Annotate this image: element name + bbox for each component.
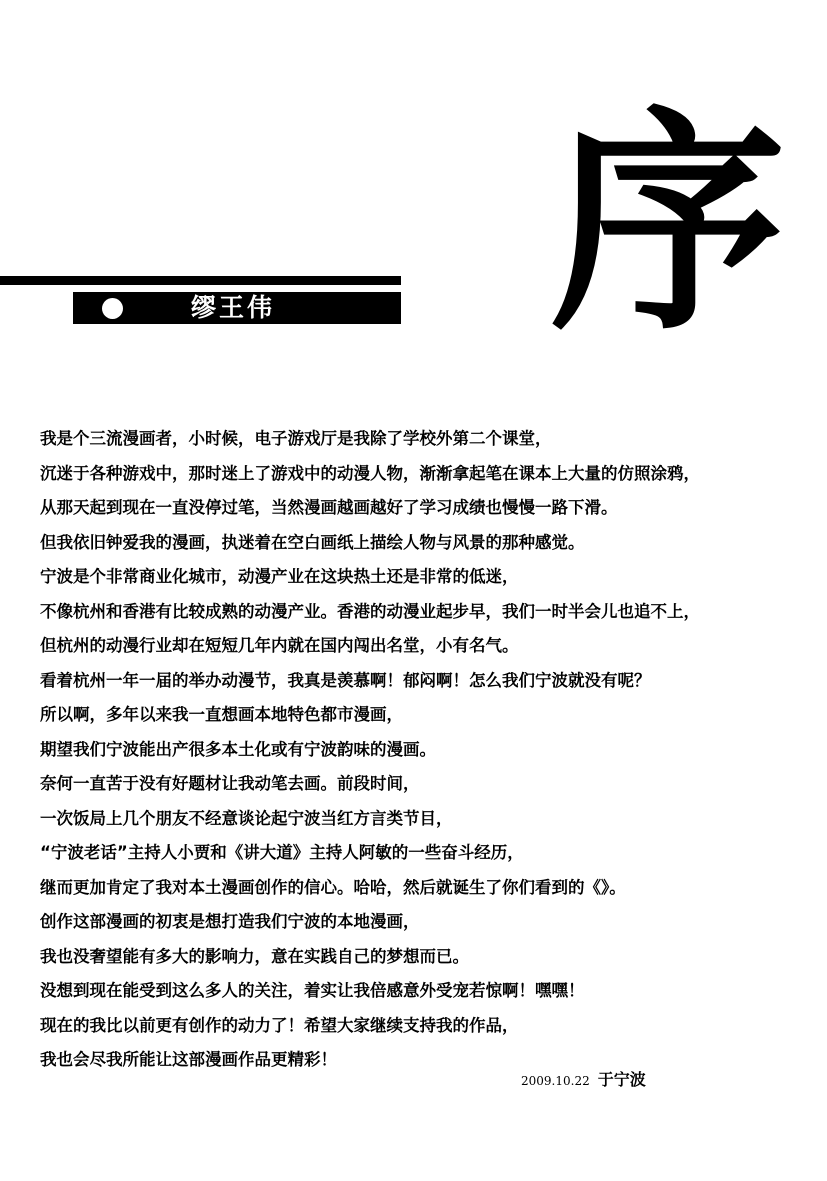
signature-date: 2009.10.22 — [521, 1074, 590, 1088]
preface-line: 创作这部漫画的初衷是想打造我们宁波的本地漫画， — [40, 912, 420, 931]
preface-line: 看着杭州一年一届的举办动漫节，我真是羡慕啊！郁闷啊！怎么我们宁波就没有呢？ — [40, 670, 651, 690]
preface-line: 所以啊，多年以来我一直想画本地特色都市漫画， — [40, 705, 403, 724]
preface-line: 没想到现在能受到这么多人的关注，着实让我倍感意外受宠若惊啊！嘿嘿！ — [40, 981, 585, 1000]
preface-line: 沉迷于各种游戏中，那时迷上了游戏中的动漫人物，渐渐拿起笔在课本上大量的仿照涂鸦， — [40, 463, 700, 483]
preface-line: 一次饭局上几个朋友不经意谈论起宁波当红方言类节目， — [40, 808, 453, 828]
preface-line: 宁波是个非常商业化城市，动漫产业在这块热土还是非常的低迷， — [40, 567, 519, 586]
preface-body — [40, 422, 820, 1078]
preface-line: 继而更加肯定了我对本土漫画创作的信心。哈哈，然后就诞生了你们看到的《》。 — [40, 877, 626, 897]
preface-line: 我也没奢望能有多大的影响力，意在实践自己的梦想而已。 — [40, 946, 469, 966]
preface-line: “宁波老话”主持人小贾和《讲大道》主持人阿敏的一些奋斗经历， — [40, 843, 524, 862]
preface-line: 但我依旧钟爱我的漫画，执迷着在空白画纸上描绘人物与风景的那种感觉。 — [40, 532, 585, 552]
author-name: 缪王伟 — [191, 293, 276, 322]
preface-line: 奈何一直苦于没有好题材让我动笔去画。前段时间， — [40, 774, 420, 793]
bullet-dot-icon — [102, 298, 123, 319]
preface-line: 从那天起到现在一直没停过笔，当然漫画越画越好了学习成绩也慢慢一路下滑。 — [40, 498, 618, 517]
author-bar — [73, 292, 401, 324]
signature-author: 于宁波 — [597, 1070, 646, 1089]
page-title: 序 — [549, 88, 786, 358]
preface-line: 不像杭州和香港有比较成熟的动漫产业。香港的动漫业起步早，我们一时半会儿也追不上， — [40, 601, 700, 621]
preface-line: 现在的我比以前更有创作的动力了！希望大家继续支持我的作品， — [40, 1015, 519, 1035]
preface-line: 我是个三流漫画者，小时候，电子游戏厅是我除了学校外第二个课堂， — [40, 429, 552, 448]
preface-line: 期望我们宁波能出产很多本土化或有宁波韵味的漫画。 — [40, 739, 436, 759]
preface-line: 我也会尽我所能让这部漫画作品更精彩！ — [40, 1050, 337, 1069]
preface-line: 但杭州的动漫行业却在短短几年内就在国内闯出名堂，小有名气。 — [40, 636, 519, 655]
header-rule — [0, 276, 401, 285]
signature — [521, 1068, 646, 1092]
